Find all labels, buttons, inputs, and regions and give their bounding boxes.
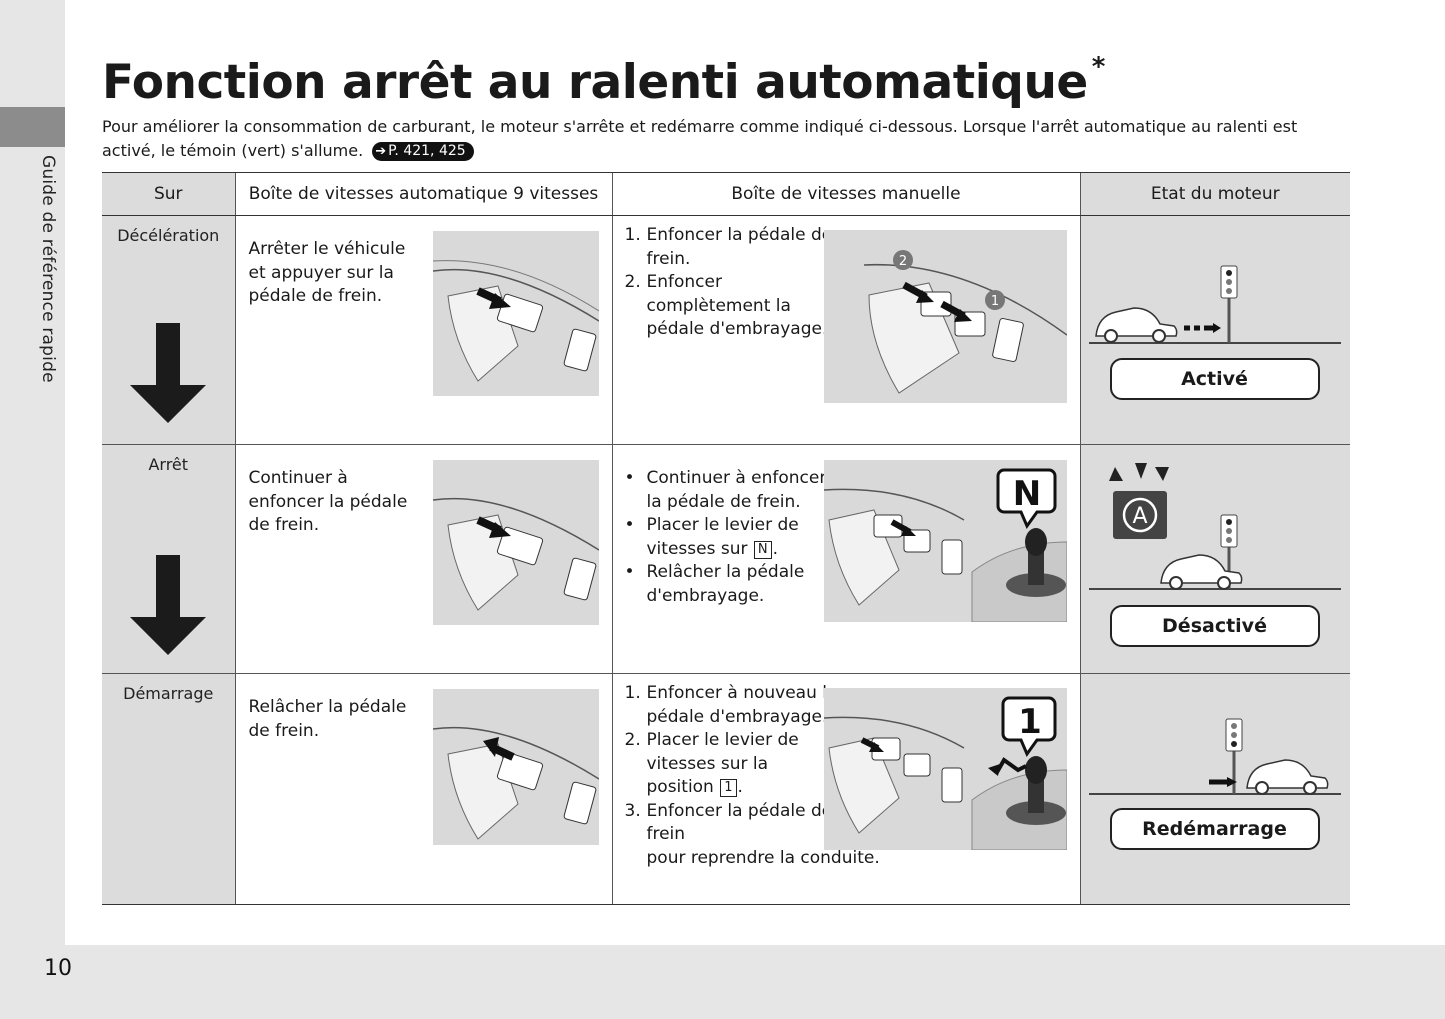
idle-stop-table bbox=[102, 172, 1350, 905]
intro-paragraph bbox=[102, 115, 1352, 162]
section-label: Guide de référence rapide bbox=[38, 155, 58, 383]
list-item: 2. Placer le levier de vitesses sur la position 1 . bbox=[624, 730, 799, 797]
footnote-mark: * bbox=[1091, 52, 1105, 83]
status-restart: Redémarrage bbox=[1110, 808, 1320, 850]
list-item: • Placer le levier de vitesses sur N . bbox=[624, 515, 799, 559]
header-manual: Boîte de vitesses manuelle bbox=[612, 173, 1080, 216]
status-active: Activé bbox=[1110, 358, 1320, 400]
stage-label: Arrêt bbox=[148, 455, 189, 474]
page-reference-link[interactable]: ➔ P. 421, 425 bbox=[372, 142, 473, 161]
stage-label: Démarrage bbox=[123, 684, 214, 703]
gear-n-callout: N bbox=[1012, 474, 1041, 514]
stage-cell bbox=[102, 674, 235, 905]
table-row bbox=[102, 445, 1350, 674]
side-band bbox=[0, 0, 65, 1019]
clutch-brake-illustration bbox=[824, 230, 1067, 403]
stage-label: Décélération bbox=[117, 226, 220, 245]
page-title: Fonction arrêt au ralenti automatique * bbox=[102, 52, 1105, 110]
manual-cell bbox=[612, 674, 1080, 905]
list-item: • Relâcher la pédale d'embrayage. bbox=[624, 562, 805, 606]
auto-cell bbox=[235, 216, 612, 445]
callout-1: 1 bbox=[990, 294, 999, 309]
header-automatic: Boîte de vitesses automatique 9 vitesses bbox=[235, 173, 612, 216]
stage-cell bbox=[102, 216, 235, 445]
engine-state-cell bbox=[1080, 445, 1350, 674]
callout-2: 2 bbox=[898, 254, 907, 269]
neutral-shift-illustration bbox=[824, 460, 1067, 622]
engine-state-cell bbox=[1080, 674, 1350, 905]
table-row bbox=[102, 674, 1350, 905]
page-number: 10 bbox=[44, 956, 72, 981]
brake-release-illustration bbox=[433, 689, 599, 845]
gear-key-1: 1 bbox=[720, 779, 736, 797]
list-item: • Continuer à enfoncer la pédale de frein. bbox=[624, 468, 827, 512]
auto-instruction: Arrêter le véhicule et appuyer sur la pédale de frein. bbox=[248, 239, 406, 306]
list-item: 3. Enfoncer la pédale de frein pour reprendre la conduite. bbox=[624, 800, 880, 868]
gear-key-n: N bbox=[754, 541, 772, 559]
auto-instruction: Continuer à enfoncer la pédale de frein. bbox=[248, 468, 408, 535]
header-engine-state: Etat du moteur bbox=[1080, 173, 1350, 216]
status-inactive: Désactivé bbox=[1110, 605, 1320, 647]
list-item: 2. Enfoncer complètement la pédale d'embrayage. bbox=[624, 272, 828, 339]
arrow-right-icon: ➔ bbox=[375, 143, 387, 159]
brake-pedal-illustration bbox=[433, 460, 599, 625]
auto-instruction: Relâcher la pédale de frein. bbox=[248, 697, 407, 741]
manual-steps bbox=[625, 224, 840, 342]
list-item: 1. Enfoncer la pédale de frein. bbox=[624, 225, 833, 269]
brake-pedal-illustration bbox=[433, 231, 599, 396]
auto-cell bbox=[235, 445, 612, 674]
intro-text: Pour améliorer la consommation de carburant, le moteur s'arrête et redémarre comme indiqué ci-dessous. Lorsque l'arrêt automatique au ralenti est activé, le témoin (vert) s'allume. bbox=[102, 117, 1298, 160]
gear-1-callout: 1 bbox=[1017, 702, 1042, 742]
manual-cell bbox=[612, 445, 1080, 674]
manual-steps bbox=[625, 467, 840, 608]
footer-band bbox=[0, 945, 1445, 1019]
car-restarting-illustration bbox=[1081, 674, 1351, 905]
header-stage: Sur bbox=[102, 173, 235, 216]
down-arrow-icon bbox=[130, 323, 206, 423]
engine-state-cell bbox=[1080, 216, 1350, 445]
section-tab bbox=[0, 107, 65, 147]
table-row bbox=[102, 216, 1350, 445]
auto-cell bbox=[235, 674, 612, 905]
down-arrow-icon bbox=[130, 555, 206, 655]
stage-cell bbox=[102, 445, 235, 674]
svg-text:A: A bbox=[1131, 504, 1148, 529]
car-decelerating-illustration bbox=[1081, 216, 1351, 445]
table-header-row bbox=[102, 173, 1350, 216]
first-gear-shift-illustration bbox=[824, 688, 1067, 850]
list-item: 1. Enfoncer à nouveau la pédale d'embrayage. bbox=[624, 683, 838, 727]
manual-steps bbox=[624, 682, 880, 870]
manual-cell bbox=[612, 216, 1080, 445]
